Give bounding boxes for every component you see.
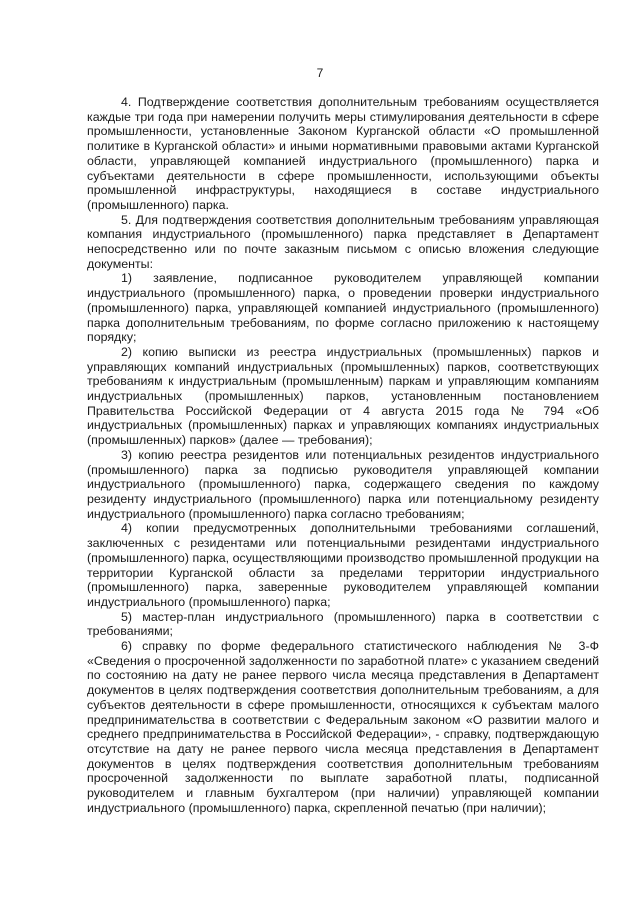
list-item-6-salary-debt-certificate: 6) справку по форме федерального статистического наблюдения № 3-Ф «Сведения о просроченной задолженности по заработной плате» с указанием сведений по состоянию на дату не ранее первого числа месяца представления в Департамент документов в целях подтверждения соответствия дополнительным требованиям, а для субъектов деятельности в сфере промышленности, относящихся к субъектам малого предпринимательства в соответствии с Федеральным законом «О развитии малого и среднего предпринимательства в Российской Федерации», - справку, подтверждающую отсутствие на дату не ранее первого числа месяца представления в Департамент документов в целях подтверждения соответствия дополнительным требованиям просроченной задолженности по выплате заработной платы, подписанной руководителем и главным бухгалтером (при наличии) управляющей компании индустриального (промышленного) парка, скрепленной печатью (при наличии); (87, 639, 599, 815)
page-number: 7 (316, 66, 324, 80)
list-item-3-residents-registry: 3) копию реестра резидентов или потенциальных резидентов индустриального (промышленного) парка за подписью руководителя управляющей компании индустриального (промышленного) парка, содержащего сведения по каждому резиденту индустриального (промышленного) парка или потенциальному резиденту индустриального (промышленного) парка согласно требованиям; (87, 447, 599, 521)
list-item-2-registry-extract: 2) копию выписки из реестра индустриальных (промышленных) парков и управляющих компаний индустриальных (промышленных) парков, соответствующих требованиям к индустриальным (промышленным) паркам и управляющим компаниям индустриальных (промышленных) парков, установленным постановлением Правительства Российской Федерации от 4 августа 2015 года № 794 «Об индустриальных (промышленных) парках и управляющих компаниях индустриальных (промышленных) парков» (далее — требования); (87, 344, 599, 448)
paragraph-4-confirmation: 4. Подтверждение соответствия дополнительным требованиям осуществляется каждые три года при намерении получить меры стимулирования деятельности в сфере промышленности, установленные Законом Курганской области «О промышленной политике в Курганской области» и иными нормативными правовыми актами Курганской области, управляющей компанией индустриального (промышленного) парка и субъектами деятельности в сфере промышленности, использующими объекты промышленной инфраструктуры, находящиеся в составе индустриального (промышленного) парка. (87, 95, 599, 212)
paragraph-5-documents: 5. Для подтверждения соответствия дополнительным требованиям управляющая компания индустриального (промышленного) парка представляет в Департамент непосредственно или по почте заказным письмом с описью вложения следующие документы: (87, 212, 599, 271)
list-item-4-agreements: 4) копии предусмотренных дополнительными требованиями соглашений, заключенных с резидентами или потенциальными резидентами индустриального (промышленного) парка, осуществляющими производство промышленной продукции на территории Курганской области за пределами территории индустриального (промышленного) парка, заверенные руководителем управляющей компании индустриального (промышленного) парка; (87, 521, 599, 609)
list-item-1-application: 1) заявление, подписанное руководителем управляющей компании индустриального (промышленного) парка, о проведении проверки индустриального (промышленного) парка, управляющей компанией индустриального (промышленного) парка дополнительным требованиям, по форме согласно приложению к настоящему порядку; (87, 271, 599, 345)
list-item-5-master-plan: 5) мастер-план индустриального (промышленного) парка в соответствии с требованиями; (87, 609, 599, 639)
document-body (87, 95, 599, 815)
